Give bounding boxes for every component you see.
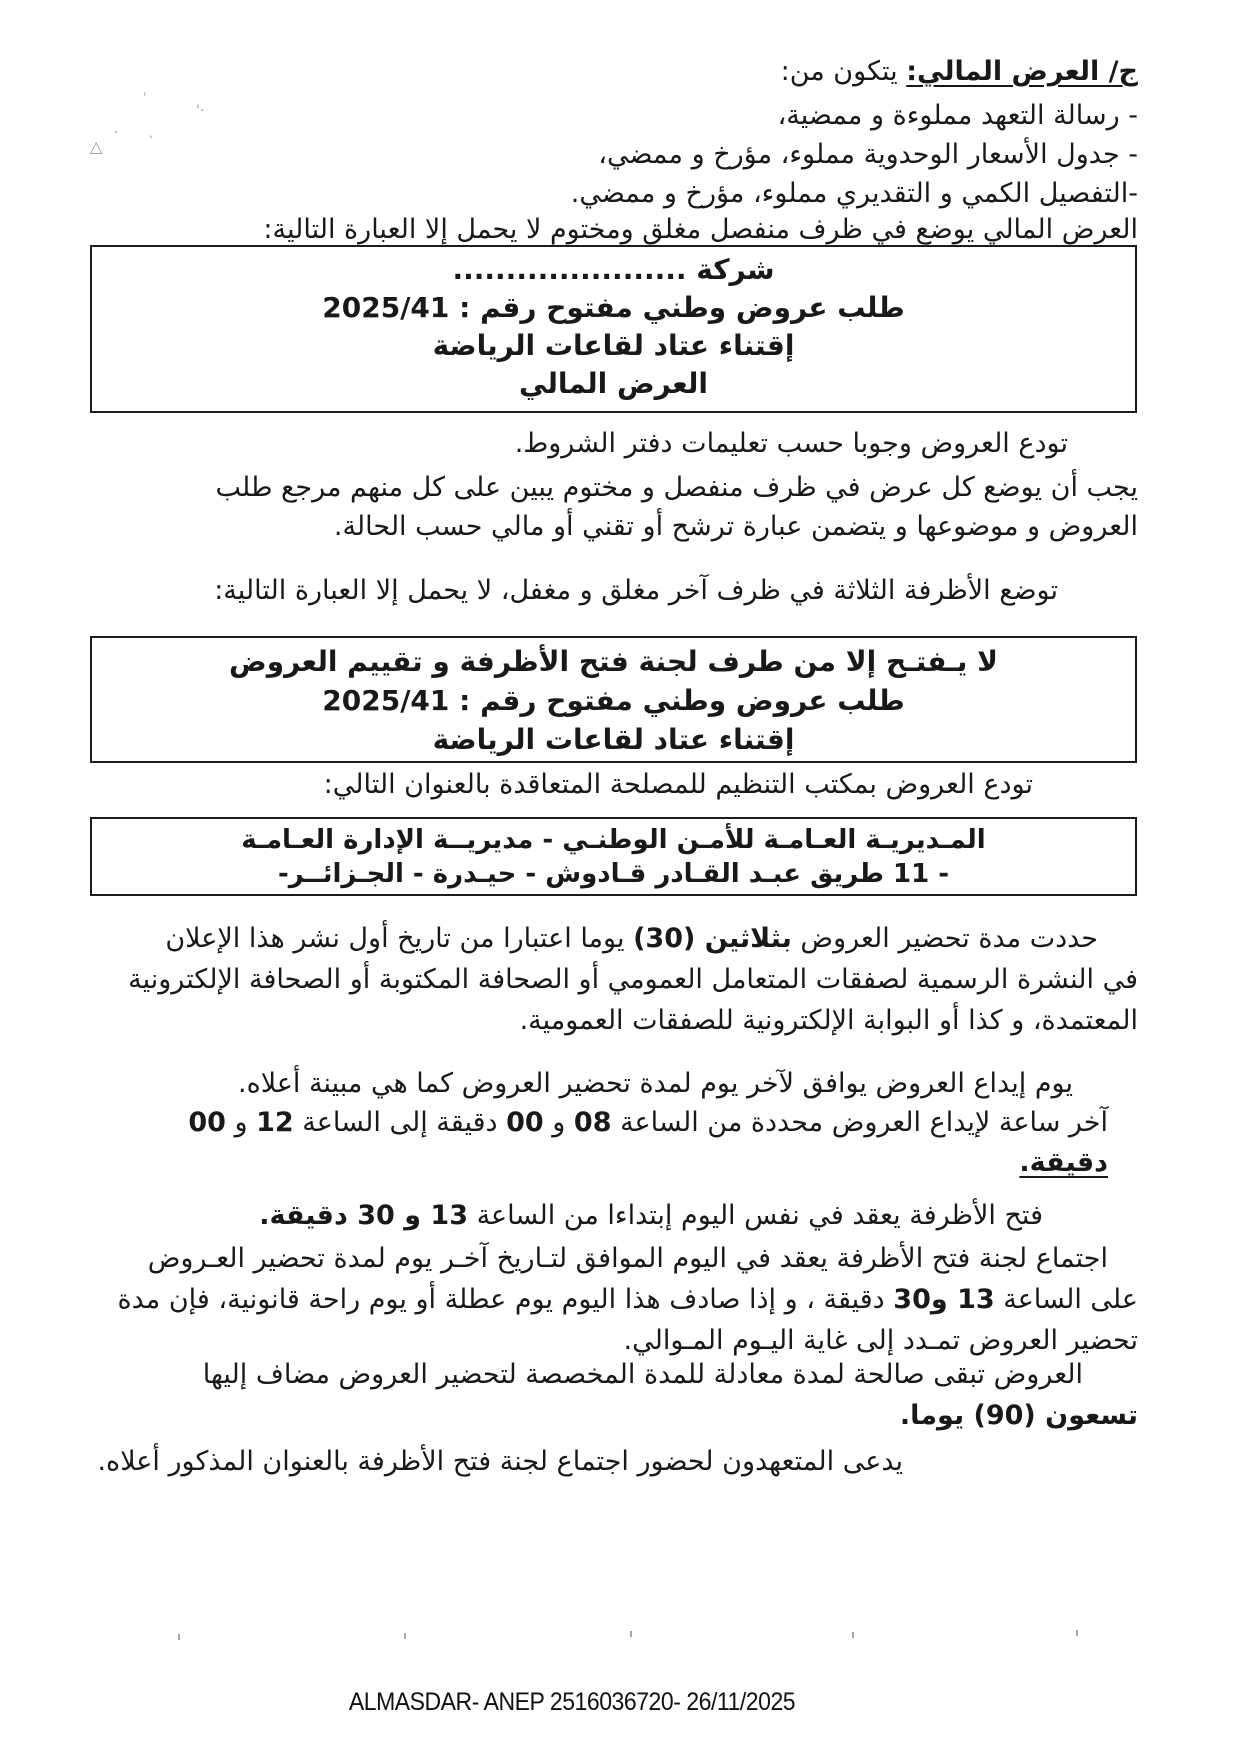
invitation-line: يدعى المتعهدون لحضور اجتماع لجنة فتح الأظرفة بالعنوان المذكور أعلاه.: [97, 1446, 903, 1477]
hours-end-hour: 12: [256, 1107, 294, 1138]
deposit-hours-tail: [58, 1143, 1138, 1182]
hours-text: دقيقة إلى الساعة: [293, 1107, 507, 1138]
hours-start-hour: 08: [573, 1107, 612, 1138]
hours-text: آخر ساعة لإيداع العروض محددة من الساعة: [611, 1107, 1108, 1138]
scan-artifact: ·: [114, 125, 119, 141]
do-not-open-line: لا يـفتـح إلا من طرف لجنة فتح الأظرفة و تقييم العروض: [229, 645, 998, 678]
scan-artifact: [630, 1631, 632, 1637]
heading-financial-offer-label: ج/ العرض المالي:: [906, 56, 1138, 87]
committee-line: [58, 1279, 1138, 1320]
validity-duration-line: تسعون (90) يوما.: [899, 1400, 1138, 1431]
anep-footer: ALMASDAR- ANEP 2516036720- 26/11/2025: [348, 1688, 796, 1716]
section-heading: [58, 52, 1138, 91]
opening-time-value: 13 و 30 دقيقة.: [259, 1200, 468, 1231]
list-item: - رسالة التعهد مملوءة و ممضية،: [777, 100, 1138, 131]
scan-artifact: [178, 1634, 180, 1640]
financial-offer-label: العرض المالي: [519, 367, 708, 400]
tender-reference-line: طلب عروض وطني مفتوح رقم : 2025/41: [322, 684, 905, 717]
deposit-note: تودع العروض وجوبا حسب تعليمات دفتر الشروط.: [514, 428, 1068, 459]
prep-period-duration: بثلاثين (30): [633, 923, 792, 954]
opening-time-text: فتح الأظرفة يعقد في نفس اليوم إبتداءا من الساعة: [468, 1200, 1043, 1231]
deposit-hours-line: [58, 1103, 1138, 1142]
scan-artifact: [852, 1632, 854, 1638]
hours-start-minute: 00: [506, 1107, 544, 1138]
financial-offer-envelope-box: [90, 245, 1137, 413]
outer-envelope-box: [90, 636, 1137, 763]
financial-offer-components: [58, 96, 1138, 213]
hours-end-minute: 00: [188, 1107, 226, 1138]
prep-period-text: حددت مدة تحضير العروض: [791, 923, 1098, 954]
minutes-word: دقيقة.: [1019, 1147, 1108, 1178]
committee-meeting-paragraph: [58, 1238, 1138, 1361]
prep-period-text: يوما اعتبارا من تاريخ أول نشر هذا الإعلان: [165, 923, 634, 954]
committee-text: دقيقة ، و إذا صادف هذا اليوم يوم عطلة أو يوم راحة قانونية، فإن مدة: [117, 1284, 894, 1315]
company-line: شركة ......................: [452, 253, 775, 286]
prep-period-line: في النشرة الرسمية لصفقات المتعامل العمومي أو الصحافة المكتوبة أو الصحافة الإلكترونية: [128, 964, 1138, 995]
address-intro: تودع العروض بمكتب التنظيم للمصلحة المتعاقدة بالعنوان التالي:: [323, 769, 1033, 800]
committee-text: على الساعة: [994, 1284, 1138, 1315]
committee-line: تحضير العروض تمـدد إلى غاية اليـوم المـوالي.: [623, 1325, 1138, 1356]
preparation-period-paragraph: [58, 918, 1138, 1041]
committee-line: اجتماع لجنة فتح الأظرفة يعقد في اليوم الموافق لتـاريخ آخـر يوم لمدة تحضير العـروض: [147, 1243, 1108, 1274]
prep-period-line: المعتمدة، و كذا أو البوابة الإلكترونية للصفقات العمومية.: [519, 1005, 1138, 1036]
envelope-rule: [58, 468, 1138, 546]
envelope-rule-line: العروض و موضوعها و يتضمن عبارة ترشح أو تقني أو مالي حسب الحالة.: [333, 511, 1138, 542]
envelope-rule-line: يجب أن يوضع كل عرض في ظرف منفصل و مختوم يبين على كل منهم مرجع طلب: [215, 472, 1138, 503]
prep-period-line: [58, 918, 1138, 959]
scan-artifact: `: [148, 135, 155, 151]
opening-time-line: [58, 1196, 1138, 1235]
hours-text: و: [225, 1107, 257, 1138]
scan-artifact: ·': [196, 103, 205, 119]
committee-time: 13 و30: [893, 1284, 995, 1315]
list-item: - جدول الأسعار الوحدوية مملوء، مؤرخ و ممضي،: [598, 139, 1138, 170]
scan-artifact: [404, 1633, 406, 1639]
street-address-line: - 11 طريق عبـد القـادر قـادوش - حيـدرة - الجـزائــر-: [277, 859, 950, 889]
deposit-day-note: يوم إيداع العروض يوافق لآخر يوم لمدة تحضير العروض كما هي مبينة أعلاه.: [237, 1068, 1073, 1099]
hours-text: و: [543, 1107, 574, 1138]
heading-suffix: يتكون من:: [780, 56, 907, 87]
scan-artifact: `: [133, 90, 150, 108]
tender-subject-line: إقتناء عتاد لقاعات الرياضة: [432, 329, 795, 362]
list-item: -التفصيل الكمي و التقديري مملوء، مؤرخ و ممضي.: [570, 178, 1138, 209]
tender-reference-line: طلب عروض وطني مفتوح رقم : 2025/41: [322, 291, 905, 324]
envelope-note: العرض المالي يوضع في ظرف منفصل مغلق ومختوم لا يحمل إلا العبارة التالية:: [263, 214, 1138, 245]
outer-envelope-note: توضع الأظرفة الثلاثة في ظرف آخر مغلق و مغفل، لا يحمل إلا العبارة التالية:: [214, 575, 1058, 606]
validity-line: العروض تبقى صالحة لمدة معادلة للمدة المخصصة لتحضير العروض مضاف إليها: [202, 1359, 1083, 1390]
tender-subject-line: إقتناء عتاد لقاعات الرياضة: [432, 723, 795, 756]
directorate-line: المـديريـة العـامـة للأمـن الوطنـي - مديريــة الإدارة العـامـة: [241, 825, 986, 855]
address-box: [90, 817, 1137, 896]
scan-artifact: [1076, 1630, 1078, 1636]
scan-artifact: △: [90, 137, 103, 156]
